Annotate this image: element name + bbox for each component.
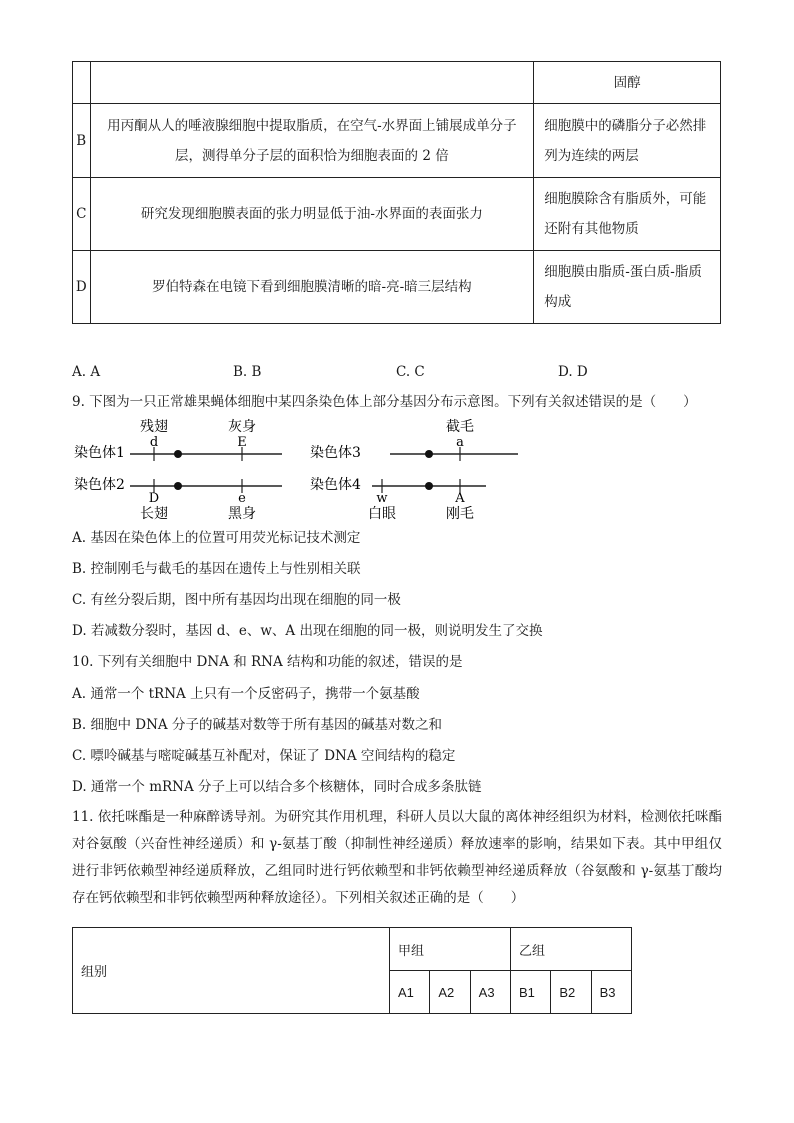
option-a[interactable]: A. A (72, 364, 101, 380)
chr1-trait-2: 灰身 (228, 419, 256, 435)
q10-option-b[interactable]: B. 细胞中 DNA 分子的碱基对数等于所有基因的碱基对数之和 (72, 717, 442, 733)
chr4-label: 染色体4 (310, 477, 361, 493)
q9-option-a[interactable]: A. 基因在染色体上的位置可用荧光标记技术测定 (72, 530, 361, 546)
row-label: B (73, 104, 91, 178)
chr2-label: 染色体2 (74, 477, 125, 493)
chromosome-diagram (72, 414, 532, 524)
table-row (73, 251, 721, 324)
results-table (72, 927, 632, 1014)
chr4-trait-1: 白眼 (368, 506, 396, 522)
group-header-2: 乙组 (510, 928, 631, 971)
option-d[interactable]: D. D (558, 364, 588, 380)
chr4-gene-2: A (455, 491, 465, 506)
row-label: D (73, 251, 91, 324)
conclusion-cell: 固醇 (534, 62, 721, 104)
option-b[interactable]: B. B (233, 364, 262, 380)
chr4-trait-2: 刚毛 (446, 506, 474, 522)
chr4-centromere (425, 482, 433, 490)
q10-option-c[interactable]: C. 嘌呤碱基与嘧啶碱基互补配对，保证了 DNA 空间结构的稳定 (72, 748, 456, 764)
chr4-gene-1: w (376, 491, 388, 506)
chr1-trait-1: 残翅 (140, 419, 168, 435)
q9-option-d[interactable]: D. 若减数分裂时，基因 d、e、w、A 出现在细胞的同一极，则说明发生了交换 (72, 623, 543, 639)
row-header-cell: 组别 (73, 928, 390, 1014)
row-label: C (73, 178, 91, 251)
q10-option-a[interactable]: A. 通常一个 tRNA 上只有一个反密码子，携带一个氨基酸 (72, 686, 420, 702)
evidence-cell: 罗伯特森在电镜下看到细胞膜清晰的暗-亮-暗三层结构 (90, 251, 534, 324)
subgroup-cell: A3 (470, 971, 510, 1014)
chr3-label: 染色体3 (310, 445, 361, 461)
conclusion-cell: 细胞膜除含有脂质外，可能还附有其他物质 (534, 178, 721, 251)
row-label (73, 62, 91, 104)
option-c[interactable]: C. C (396, 364, 425, 380)
table-row (73, 928, 632, 971)
subgroup-cell: A2 (430, 971, 470, 1014)
question-11-stem: 11. 依托咪酯是一种麻醉诱导剂。为研究其作用机理，科研人员以大鼠的离体神经组织为材料，检测依托咪酯对谷氨酸（兴奋性神经递质）和 γ-氨基丁酸（抑制性神经递质）释放速率的影响，结果如下表。其中甲组仅进行非钙依赖型神经递质释放，乙组同时进行钙依赖型和非钙依赖型神经递质释放（谷氨酸和 γ-氨基丁酸均存在钙依赖型和非钙依赖型两种释放途径）。下列相关叙述正确的是（ ） (72, 809, 722, 906)
q9-option-b[interactable]: B. 控制刚毛与截毛的基因在遗传上与性别相关联 (72, 561, 361, 577)
table-row (73, 62, 721, 104)
table-row (73, 178, 721, 251)
chr3-gene-1: a (456, 435, 464, 450)
conclusion-cell: 细胞膜由脂质-蛋白质-脂质构成 (534, 251, 721, 324)
chr2-trait-1: 长翅 (140, 506, 168, 522)
chr3-centromere (425, 450, 433, 458)
q9-option-c[interactable]: C. 有丝分裂后期，图中所有基因均出现在细胞的同一极 (72, 592, 401, 608)
chr1-label: 染色体1 (74, 445, 125, 461)
question-9-stem: 9. 下图为一只正常雄果蝇体细胞中某四条染色体上部分基因分布示意图。下列有关叙述错误的是（ ） (72, 394, 697, 410)
subgroup-cell: B2 (551, 971, 591, 1014)
conclusion-cell: 细胞膜中的磷脂分子必然排列为连续的两层 (534, 104, 721, 178)
evidence-cell: 研究发现细胞膜表面的张力明显低于油-水界面的表面张力 (90, 178, 534, 251)
subgroup-cell: B3 (591, 971, 631, 1014)
subgroup-cell: B1 (510, 971, 550, 1014)
evidence-cell (90, 62, 534, 104)
chr2-gene-1: D (148, 491, 160, 506)
table-row (73, 104, 721, 178)
chr1-centromere (174, 450, 182, 458)
experiment-table (72, 61, 721, 324)
chr1-gene-2: E (237, 435, 247, 450)
question-10-stem: 10. 下列有关细胞中 DNA 和 RNA 结构和功能的叙述，错误的是 (72, 654, 463, 670)
group-header-1: 甲组 (390, 928, 511, 971)
chr2-centromere (174, 482, 182, 490)
chr2-trait-2: 黑身 (228, 506, 256, 522)
chr3-trait-1: 截毛 (446, 419, 474, 435)
q10-option-d[interactable]: D. 通常一个 mRNA 分子上可以结合多个核糖体，同时合成多条肽链 (72, 779, 482, 795)
evidence-cell: 用丙酮从人的唾液腺细胞中提取脂质，在空气-水界面上铺展成单分子层，测得单分子层的面积恰为细胞表面的 2 倍 (90, 104, 534, 178)
chr2-gene-2: e (238, 491, 246, 506)
subgroup-cell: A1 (390, 971, 430, 1014)
chr1-gene-1: d (149, 435, 159, 450)
